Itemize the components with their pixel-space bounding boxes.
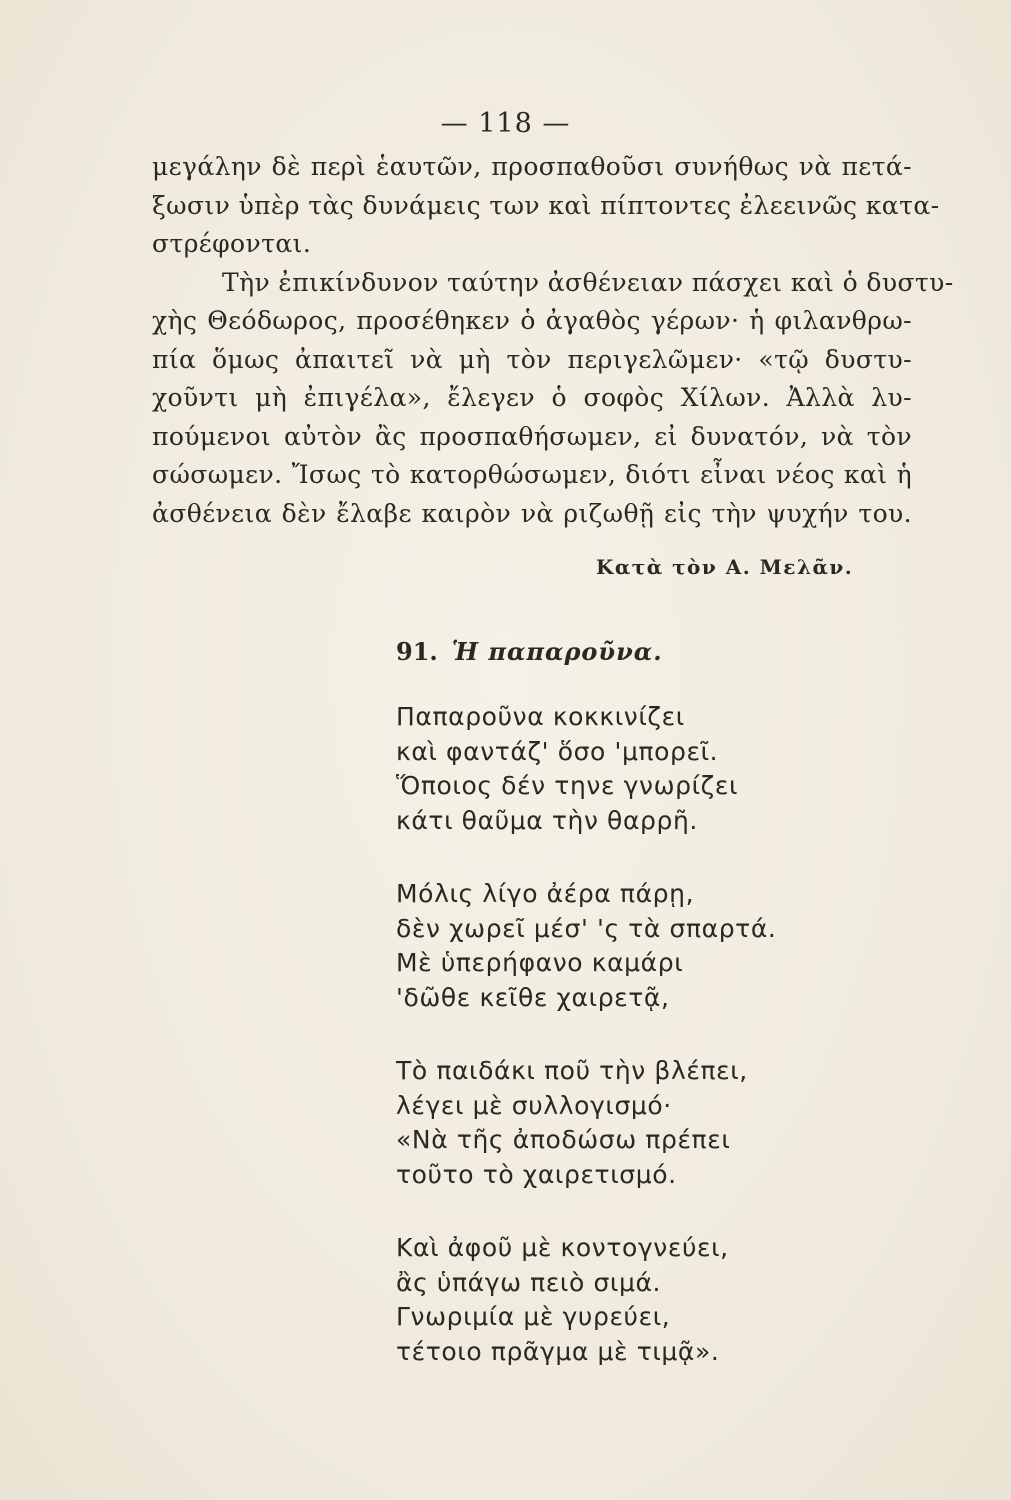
poem-stanza [396,1231,876,1369]
section-number: 91. [396,637,438,666]
attribution: Κατὰ τὸν Α. Μελᾶν. [596,555,854,579]
poem-verse: λέγει μὲ συλλογισμό· [396,1090,672,1120]
prose-line: ἀσθένεια δὲν ἔλαβε καιρὸν νὰ ριζωθῇ εἰς τὴν ψυχήν του. [152,498,912,528]
prose-line: στρέφονται. [152,229,312,258]
poem-verse: Τὸ παιδάκι ποῦ τὴν βλέπει, [396,1056,748,1085]
poem-verse: τοῦτο τὸ χαιρετισμό. [396,1159,677,1189]
poem-verse: Μόλις λίγο ἀέρα πάρῃ, [396,879,695,908]
poem-verse: 'δῶθε κεῖθε χαιρετᾷ, [396,982,670,1012]
prose-line: πία ὅμως ἀπαιτεῖ νὰ μὴ τὸν περιγελῶμεν· «τῷ δυστυ- [152,344,912,374]
poem-verse: Παπαροῦνα κοκκινίζει [396,702,685,731]
prose-line: σώσωμεν. Ἴσως τὸ κατορθώσωμεν, διότι εἶναι νέος καὶ ἡ [152,460,912,489]
poem-stanza [396,1054,876,1192]
section-title: Ἡ παπαροῦνα. [451,637,663,666]
poem-verse: Ὅποιος δέν τηνε γνωρίζει [396,771,739,800]
prose-line: μεγάλην δὲ περὶ ἑαυτῶν, προσπαθοῦσι συνήθως νὰ πετά- [152,152,912,181]
poem-verse: καὶ φαντάζ' ὅσο 'μπορεῖ. [396,736,719,766]
prose-line: ξωσιν ὑπὲρ τὰς δυνάμεις των καὶ πίπτοντες ἐλεεινῶς κατα- [152,190,940,220]
poem-verse: «Νὰ τῆς ἀποδώσω πρέπει [396,1125,731,1154]
poem-verse: τέτοιο πρᾶγμα μὲ τιμᾷ». [396,1336,720,1366]
prose-paragraph [152,148,954,533]
poem-verse: δὲν χωρεῖ μέσ' 'ς τὰ σπαρτά. [396,913,777,943]
prose-line: χοῦντι μὴ ἐπιγέλα», ἔλεγεν ὁ σοφὸς Χίλων. Ἀλλὰ λυ- [152,383,912,412]
poem-stanza [396,877,876,1015]
prose-line: χὴς Θεόδωρος, προσέθηκεν ὁ ἀγαθὸς γέρων· ἡ φιλανθρω- [152,306,912,335]
poem-stanza [396,700,876,838]
poem-verse: κάτι θαῦμα τὴν θαρρῆ. [396,805,698,835]
prose-line: πούμενοι αὐτὸν ἂς προσπαθήσωμεν, εἰ δυνατόν, νὰ τὸν [152,421,912,451]
poem-verse: ἂς ὑπάγω πειὸ σιμά. [396,1267,662,1297]
poem [396,700,876,1408]
poem-verse: Γνωριμία μὲ γυρεύει, [396,1302,671,1331]
poem-verse: Μὲ ὑπερήφανο καμάρι [396,948,684,977]
poem-verse: Καὶ ἀφοῦ μὲ κοντογνεύει, [396,1233,729,1262]
page-number: — 118 — [440,108,571,139]
prose-line: Τὴν ἐπικίνδυνον ταύτην ἀσθένειαν πάσχει καὶ ὁ δυστυ- [222,267,954,297]
section-heading [396,637,663,666]
